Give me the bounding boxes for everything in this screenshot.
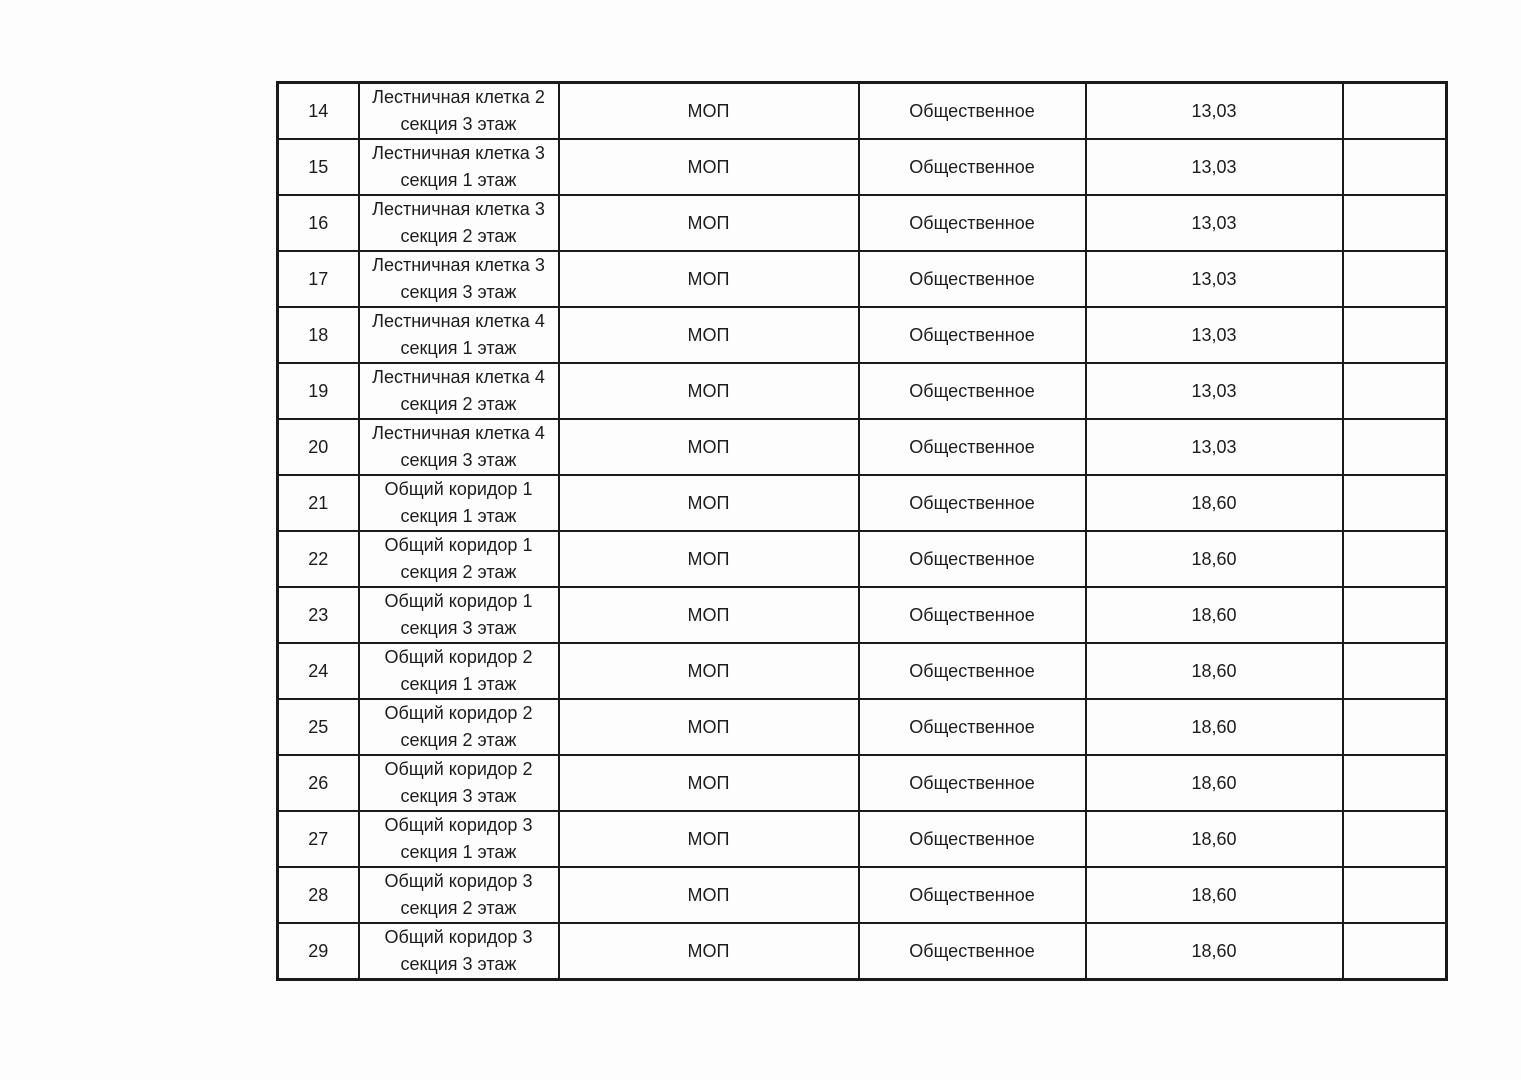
row-number-cell: 22 bbox=[278, 531, 359, 587]
table-row bbox=[278, 867, 1447, 923]
table-row bbox=[278, 755, 1447, 811]
room-name-cell: Лестничная клетка 2 секция 3 этаж bbox=[359, 83, 559, 140]
row-number-cell: 29 bbox=[278, 923, 359, 980]
room-type-cell: МОП bbox=[559, 699, 859, 755]
room-name-cell: Общий коридор 3 секция 3 этаж bbox=[359, 923, 559, 980]
room-name-cell: Общий коридор 3 секция 2 этаж bbox=[359, 867, 559, 923]
empty-cell bbox=[1343, 587, 1447, 643]
empty-cell bbox=[1343, 475, 1447, 531]
room-area-cell: 18,60 bbox=[1086, 811, 1343, 867]
room-area-cell: 13,03 bbox=[1086, 419, 1343, 475]
room-type-cell: МОП bbox=[559, 139, 859, 195]
table-row bbox=[278, 83, 1447, 140]
room-name-cell: Лестничная клетка 4 секция 2 этаж bbox=[359, 363, 559, 419]
room-purpose-cell: Общественное bbox=[859, 251, 1086, 307]
room-type-cell: МОП bbox=[559, 363, 859, 419]
room-type-cell: МОП bbox=[559, 475, 859, 531]
empty-cell bbox=[1343, 419, 1447, 475]
room-area-cell: 13,03 bbox=[1086, 251, 1343, 307]
table-row bbox=[278, 307, 1447, 363]
table-row bbox=[278, 587, 1447, 643]
room-purpose-cell: Общественное bbox=[859, 699, 1086, 755]
empty-cell bbox=[1343, 531, 1447, 587]
room-purpose-cell: Общественное bbox=[859, 531, 1086, 587]
empty-cell bbox=[1343, 923, 1447, 980]
row-number-cell: 25 bbox=[278, 699, 359, 755]
room-name-cell: Лестничная клетка 3 секция 2 этаж bbox=[359, 195, 559, 251]
room-area-cell: 13,03 bbox=[1086, 363, 1343, 419]
room-name-cell: Общий коридор 2 секция 3 этаж bbox=[359, 755, 559, 811]
room-purpose-cell: Общественное bbox=[859, 363, 1086, 419]
room-area-cell: 18,60 bbox=[1086, 587, 1343, 643]
room-purpose-cell: Общественное bbox=[859, 419, 1086, 475]
room-purpose-cell: Общественное bbox=[859, 867, 1086, 923]
empty-cell bbox=[1343, 363, 1447, 419]
row-number-cell: 21 bbox=[278, 475, 359, 531]
row-number-cell: 14 bbox=[278, 83, 359, 140]
room-purpose-cell: Общественное bbox=[859, 587, 1086, 643]
room-area-cell: 13,03 bbox=[1086, 83, 1343, 140]
premises-table-body bbox=[278, 83, 1447, 980]
row-number-cell: 24 bbox=[278, 643, 359, 699]
empty-cell bbox=[1343, 699, 1447, 755]
room-area-cell: 18,60 bbox=[1086, 475, 1343, 531]
table-row bbox=[278, 363, 1447, 419]
room-purpose-cell: Общественное bbox=[859, 755, 1086, 811]
empty-cell bbox=[1343, 195, 1447, 251]
row-number-cell: 18 bbox=[278, 307, 359, 363]
room-name-cell: Лестничная клетка 4 секция 3 этаж bbox=[359, 419, 559, 475]
room-purpose-cell: Общественное bbox=[859, 643, 1086, 699]
room-type-cell: МОП bbox=[559, 867, 859, 923]
room-name-cell: Общий коридор 3 секция 1 этаж bbox=[359, 811, 559, 867]
room-area-cell: 13,03 bbox=[1086, 307, 1343, 363]
row-number-cell: 17 bbox=[278, 251, 359, 307]
room-purpose-cell: Общественное bbox=[859, 923, 1086, 980]
room-purpose-cell: Общественное bbox=[859, 811, 1086, 867]
room-purpose-cell: Общественное bbox=[859, 195, 1086, 251]
table-row bbox=[278, 195, 1447, 251]
room-area-cell: 13,03 bbox=[1086, 195, 1343, 251]
room-type-cell: МОП bbox=[559, 531, 859, 587]
table-row bbox=[278, 475, 1447, 531]
empty-cell bbox=[1343, 251, 1447, 307]
room-name-cell: Общий коридор 1 секция 3 этаж bbox=[359, 587, 559, 643]
room-purpose-cell: Общественное bbox=[859, 83, 1086, 140]
empty-cell bbox=[1343, 811, 1447, 867]
room-name-cell: Лестничная клетка 4 секция 1 этаж bbox=[359, 307, 559, 363]
room-purpose-cell: Общественное bbox=[859, 307, 1086, 363]
table-row bbox=[278, 699, 1447, 755]
empty-cell bbox=[1343, 139, 1447, 195]
row-number-cell: 19 bbox=[278, 363, 359, 419]
room-type-cell: МОП bbox=[559, 195, 859, 251]
room-area-cell: 13,03 bbox=[1086, 139, 1343, 195]
room-type-cell: МОП bbox=[559, 251, 859, 307]
room-name-cell: Общий коридор 2 секция 1 этаж bbox=[359, 643, 559, 699]
row-number-cell: 26 bbox=[278, 755, 359, 811]
room-area-cell: 18,60 bbox=[1086, 531, 1343, 587]
table-row bbox=[278, 643, 1447, 699]
room-name-cell: Общий коридор 1 секция 2 этаж bbox=[359, 531, 559, 587]
room-type-cell: МОП bbox=[559, 755, 859, 811]
row-number-cell: 27 bbox=[278, 811, 359, 867]
empty-cell bbox=[1343, 867, 1447, 923]
table-row bbox=[278, 811, 1447, 867]
premises-table bbox=[276, 81, 1448, 981]
room-type-cell: МОП bbox=[559, 643, 859, 699]
room-area-cell: 18,60 bbox=[1086, 923, 1343, 980]
room-purpose-cell: Общественное bbox=[859, 475, 1086, 531]
room-purpose-cell: Общественное bbox=[859, 139, 1086, 195]
room-area-cell: 18,60 bbox=[1086, 699, 1343, 755]
row-number-cell: 20 bbox=[278, 419, 359, 475]
row-number-cell: 16 bbox=[278, 195, 359, 251]
room-type-cell: МОП bbox=[559, 811, 859, 867]
room-area-cell: 18,60 bbox=[1086, 867, 1343, 923]
table-row bbox=[278, 419, 1447, 475]
row-number-cell: 15 bbox=[278, 139, 359, 195]
empty-cell bbox=[1343, 83, 1447, 140]
empty-cell bbox=[1343, 307, 1447, 363]
room-type-cell: МОП bbox=[559, 419, 859, 475]
room-type-cell: МОП bbox=[559, 307, 859, 363]
room-name-cell: Общий коридор 2 секция 2 этаж bbox=[359, 699, 559, 755]
empty-cell bbox=[1343, 643, 1447, 699]
room-name-cell: Лестничная клетка 3 секция 1 этаж bbox=[359, 139, 559, 195]
empty-cell bbox=[1343, 755, 1447, 811]
table-row bbox=[278, 923, 1447, 980]
room-area-cell: 18,60 bbox=[1086, 755, 1343, 811]
table-row bbox=[278, 139, 1447, 195]
room-area-cell: 18,60 bbox=[1086, 643, 1343, 699]
row-number-cell: 23 bbox=[278, 587, 359, 643]
room-name-cell: Общий коридор 1 секция 1 этаж bbox=[359, 475, 559, 531]
room-type-cell: МОП bbox=[559, 83, 859, 140]
table-row bbox=[278, 531, 1447, 587]
row-number-cell: 28 bbox=[278, 867, 359, 923]
table-row bbox=[278, 251, 1447, 307]
room-type-cell: МОП bbox=[559, 587, 859, 643]
room-type-cell: МОП bbox=[559, 923, 859, 980]
room-name-cell: Лестничная клетка 3 секция 3 этаж bbox=[359, 251, 559, 307]
